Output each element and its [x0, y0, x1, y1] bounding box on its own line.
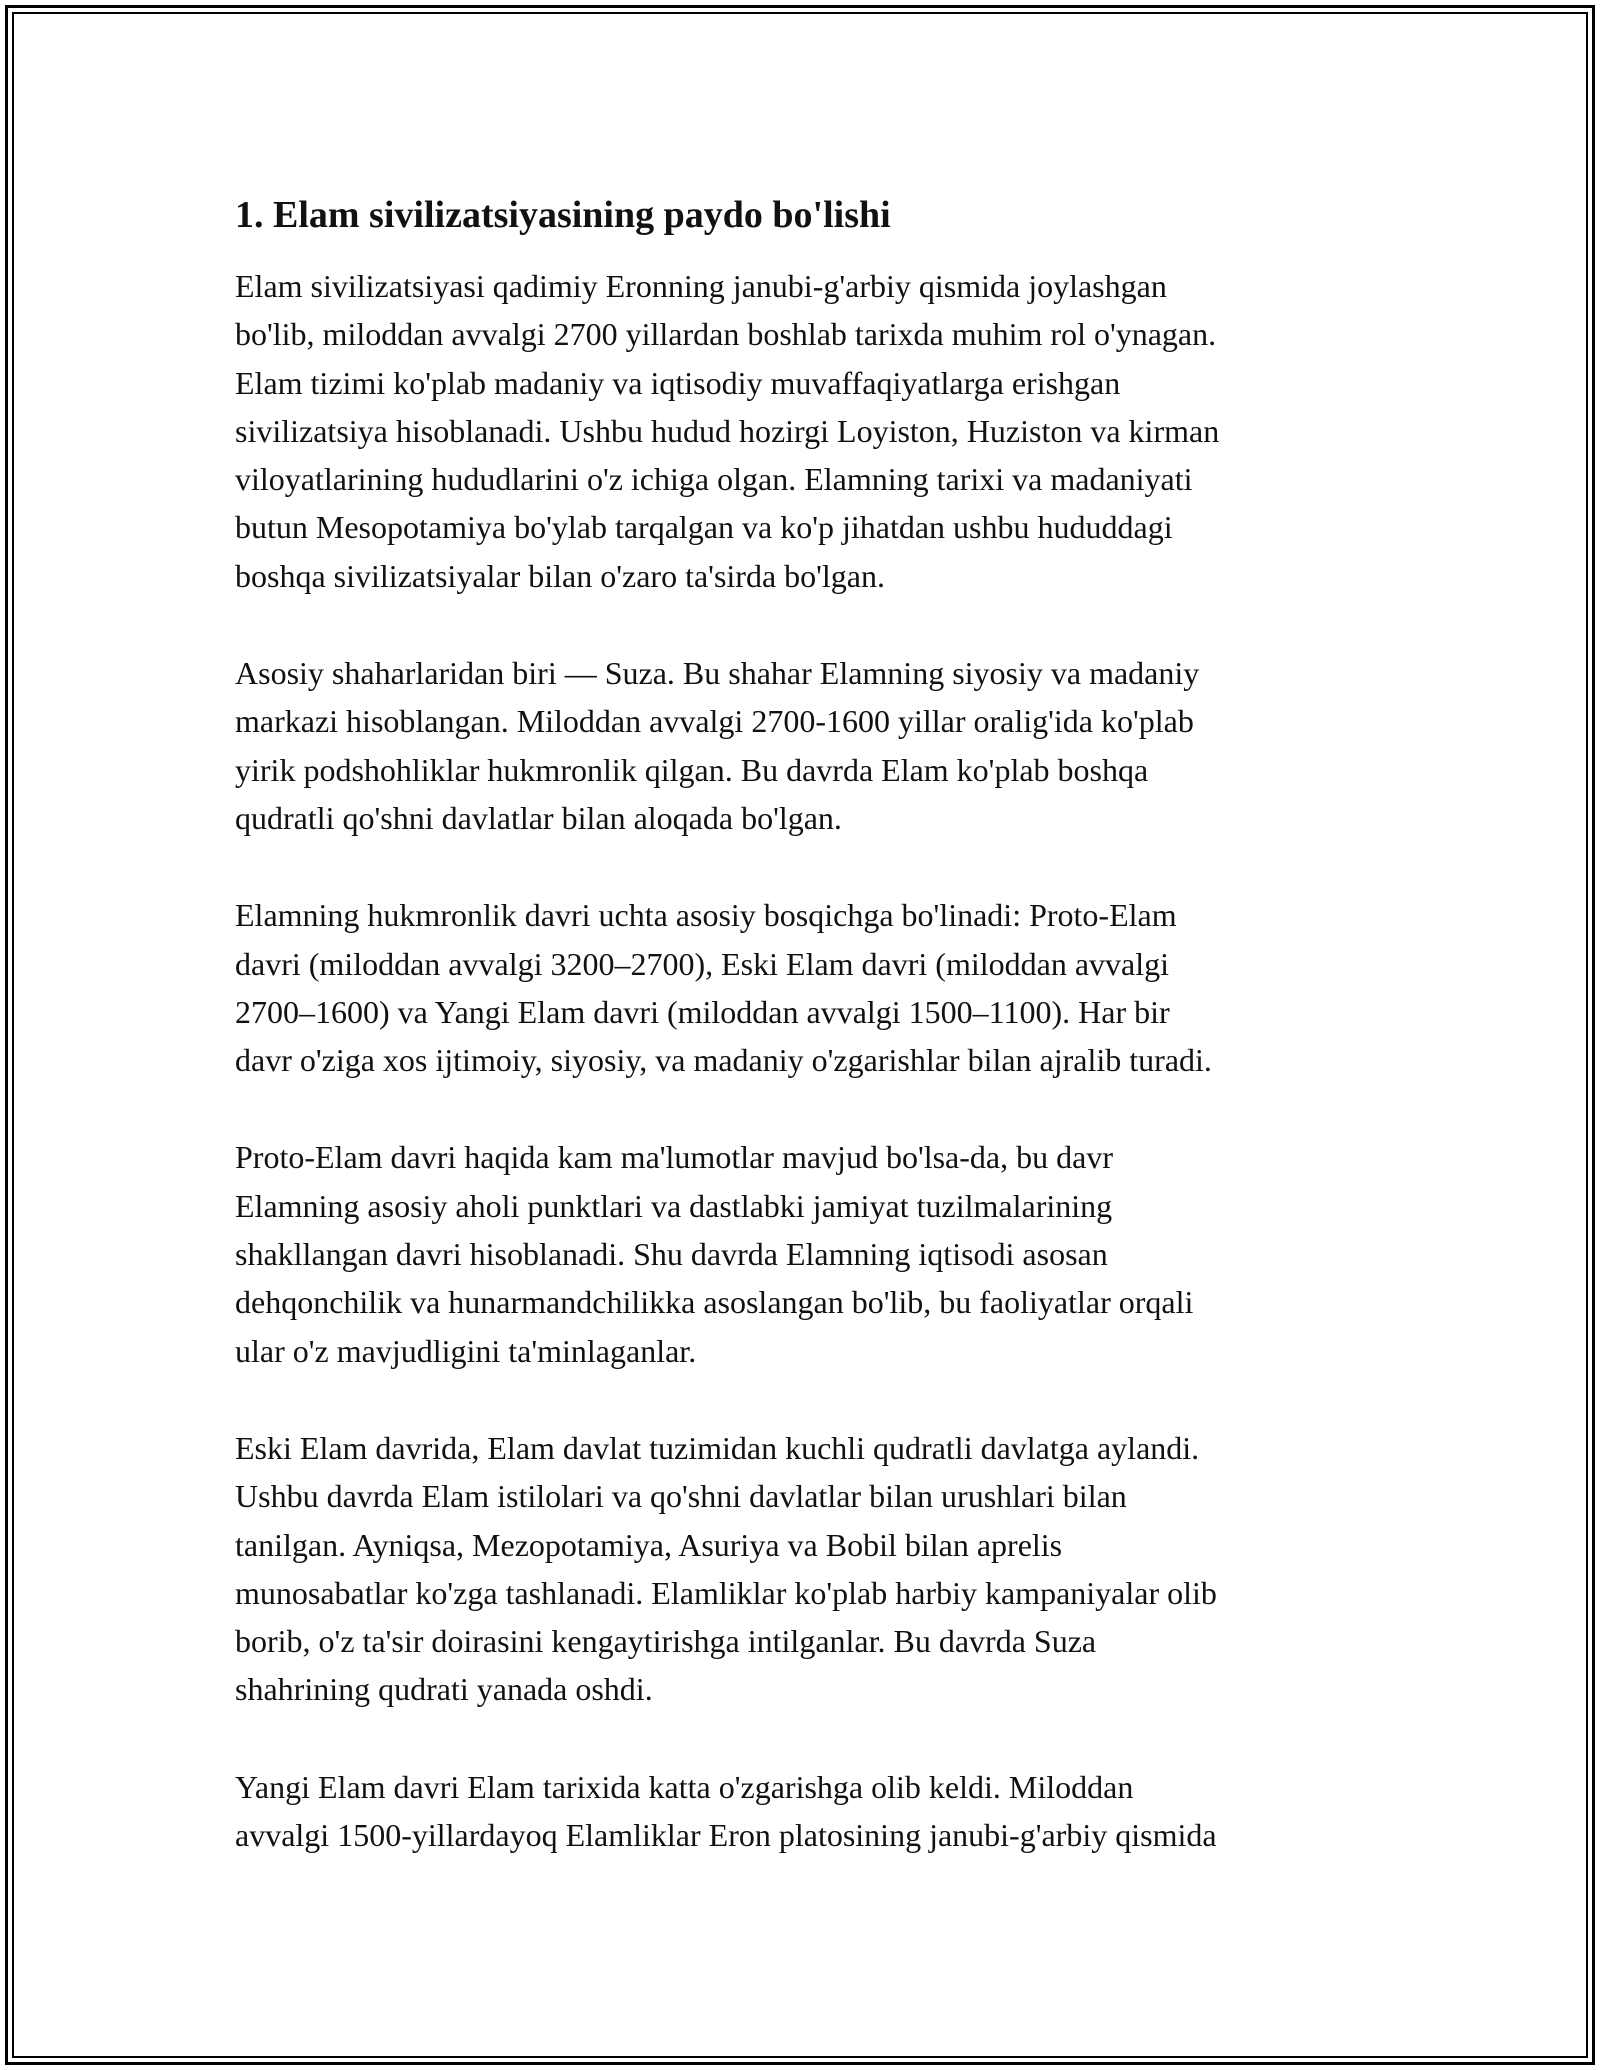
paragraph-periods: Elamning hukmronlik davri uchta asosiy bosqichga bo'linadi: Proto-Elam davri (miloddan avvalgi 3200–2700), Eski Elam davri (miloddan avvalgi 2700–1600) va Yangi Elam davri (miloddan avvalgi 1500–1100). Har bir davr o'ziga xos ijtimoiy, siyosiy, va madaniy o'zgarishlar bilan ajralib turadi. — [235, 897, 1212, 1079]
document-body — [235, 188, 1375, 1908]
paragraph-susa: Asosiy shaharlaridan biri — Suza. Bu shahar Elamning siyosiy va madaniy markazi hisoblangan. Miloddan avvalgi 2700-1600 yillar oralig'ida ko'plab yirik podshohliklar hukmronlik qilgan. Bu davrda Elam ko'plab boshqa qudratli qo'shni davlatlar bilan aloqada bo'lgan. — [235, 655, 1200, 836]
paragraph-proto-elam: Proto-Elam davri haqida kam ma'lumotlar mavjud bo'lsa-da, bu davr Elamning asosiy aholi punktlari va dastlabki jamiyat tuzilmalarining shakllangan davri hisoblanadi. Shu davrda Elamning iqtisodi asosan dehqonchilik va hunarmandchilikka asoslangan bo'lib, bu faoliyatlar orqali ular o'z mavjudligini ta'minlaganlar. — [235, 1139, 1194, 1369]
section-heading: 1. Elam sivilizatsiyasining paydo bo'lishi — [235, 194, 891, 236]
paragraph-origin: Elam sivilizatsiyasi qadimiy Eronning janubi-g'arbiy qismida joylashgan bo'lib, miloddan avvalgi 2700 yillardan boshlab tarixda muhim rol o'ynagan. Elam tizimi ko'plab madaniy va iqtisodiy muvaffaqiyatlarga erishgan sivilizatsiya hisoblanadi. Ushbu hudud hozirgi Loyiston, Huziston va kirman viloyatlarining hududlarini o'z ichiga olgan. Elamning tarixi va madaniyati butun Mesopotamiya bo'ylab tarqalgan va ko'p jihatdan ushbu hududdagi boshqa sivilizatsiyalar bilan o'zaro ta'sirda bo'lgan. — [235, 268, 1220, 594]
paragraph-old-elam: Eski Elam davrida, Elam davlat tuzimidan kuchli qudratli davlatga aylandi. Ushbu davrda Elam istilolari va qo'shni davlatlar bilan urushlari bilan tanilgan. Ayniqsa, Mezopotamiya, Asuriya va Bobil bilan aprelis munosabatlar ko'zga tashlanadi. Elamliklar ko'plab harbiy kampaniyalar olib borib, o'z ta'sir doirasini kengaytirishga intilganlar. Bu davrda Suza shahrining qudrati yanada oshdi. — [235, 1429, 1217, 1708]
paragraph-new-elam: Yangi Elam davri Elam tarixida katta o'zgarishga olib keldi. Miloddan avvalgi 1500-yillardayoq Elamliklar Eron platosining janubi-g'arbiy qismida — [235, 1768, 1217, 1854]
